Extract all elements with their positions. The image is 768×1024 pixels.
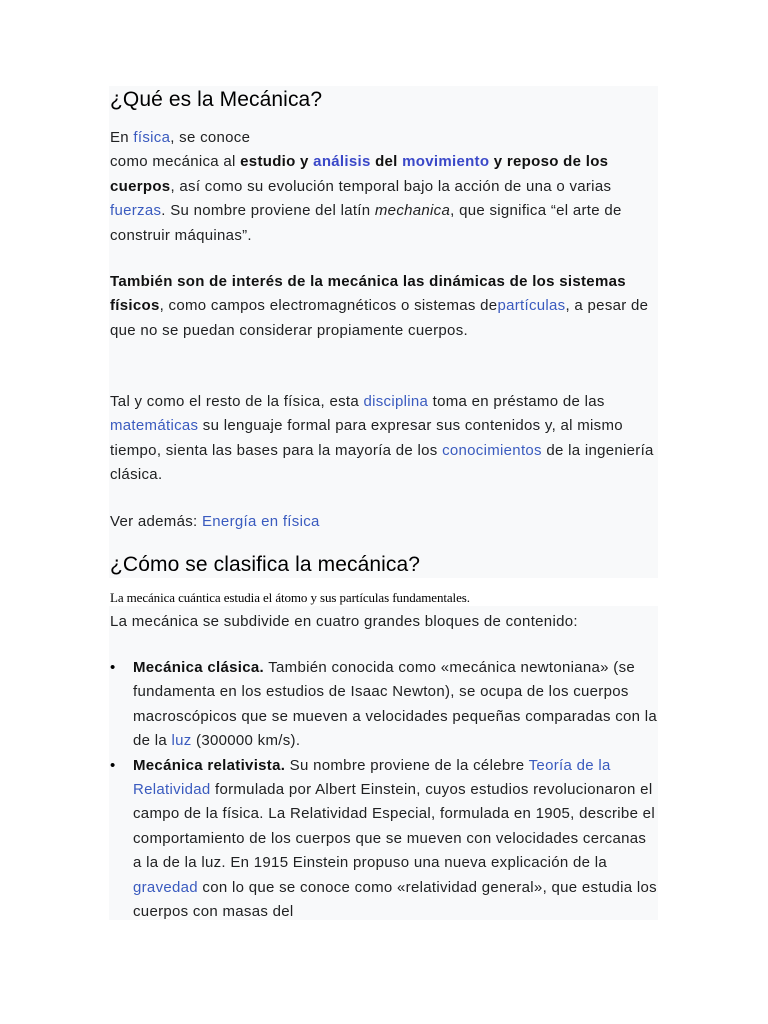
text: . Su nombre proviene del latín (161, 202, 375, 220)
link-energia-en-fisica[interactable]: Energía en física (201, 513, 320, 530)
paragraph-disciplina (110, 390, 658, 488)
text: En (110, 129, 134, 146)
bullet-icon: • (110, 756, 116, 774)
heading-que-es-mecanica: ¿Qué es la Mecánica? (110, 88, 323, 111)
bold-text: Mecánica clásica. (133, 659, 265, 676)
link-particulas[interactable]: partículas (497, 297, 566, 315)
text: , como campos electromagnéticos o sistemas de (159, 297, 498, 315)
text: toma en préstamo de las (428, 393, 605, 410)
text: , así como su evolución temporal bajo la acción de una o varias (170, 177, 612, 195)
link-gravedad[interactable]: gravedad (133, 878, 198, 896)
text: Tal y como el resto de la física, esta (110, 393, 364, 410)
text: formulada por Albert Einstein, cuyos estudios revolucionaron el campo de la física. La Relatividad Especial, formulada en 1905, describe el comportamiento de los cuerpos que se mueven con velocidades cercanas a la de la luz. En 1915 Einstein propuso una nueva explicación de la (133, 781, 655, 872)
text: con lo que se conoce como «relatividad general», que estudia los cuerpos con masas del (133, 878, 657, 921)
link-disciplina[interactable]: disciplina (363, 393, 429, 410)
heading-como-se-clasifica: ¿Cómo se clasifica la mecánica? (110, 553, 421, 576)
link-teoria-relatividad[interactable]: Teoría de la Relatividad (133, 756, 611, 799)
paragraph-subdivision: La mecánica se subdivide en cuatro grandes bloques de contenido: (110, 613, 578, 630)
text: de la ingeniería clásica. (110, 441, 654, 484)
link-conocimientos[interactable]: conocimientos (442, 441, 542, 459)
paragraph-sistemas (110, 270, 658, 343)
text: , que significa “el arte de construir máquinas”. (110, 202, 622, 244)
link-matematicas[interactable]: matemáticas (110, 417, 199, 435)
text: , a pesar de que no se puedan considerar propiamente cuerpos. (110, 297, 649, 339)
text: como mecánica al (110, 153, 241, 171)
image-caption: La mecánica cuántica estudia el átomo y sus partículas fundamentales. (110, 590, 470, 605)
bold-text: También son de interés de la mecánica las dinámicas de los sistemas físicos (110, 273, 626, 315)
list-item (110, 656, 658, 754)
text: , se conoce (170, 129, 251, 146)
link-fuerzas[interactable]: fuerzas (110, 202, 162, 220)
text: Ver además: (110, 513, 202, 530)
link-analisis[interactable]: análisis (313, 153, 371, 171)
paragraph-definicion (110, 126, 658, 248)
link-fisica[interactable]: física (133, 129, 171, 146)
text: Su nombre proviene de la célebre (285, 756, 529, 774)
list-item (110, 754, 658, 925)
bold-text: y reposo de los cuerpos (110, 153, 609, 195)
text: su lenguaje formal para expresar sus contenidos y, al mismo tiempo, sienta las bases para la mayoría de los (110, 417, 623, 459)
bold-text: estudio y (240, 153, 314, 171)
link-movimiento[interactable]: movimiento (402, 153, 490, 171)
text: También conocida como «mecánica newtoniana» (se fundamenta en los estudios de Isaac Newton), se ocupa de los cuerpos macroscópicos que se mueven a velocidades pequeñas comparadas con la de la (133, 659, 658, 750)
italic-text: mechanica (374, 202, 451, 220)
link-luz[interactable]: luz (171, 732, 192, 750)
list-bloques (110, 656, 658, 924)
bold-text: del (370, 153, 403, 171)
bullet-icon: • (110, 659, 116, 676)
paragraph-ver-ademas (110, 510, 658, 534)
bold-text: Mecánica relativista. (133, 756, 286, 774)
text: (300000 km/s). (191, 732, 301, 750)
